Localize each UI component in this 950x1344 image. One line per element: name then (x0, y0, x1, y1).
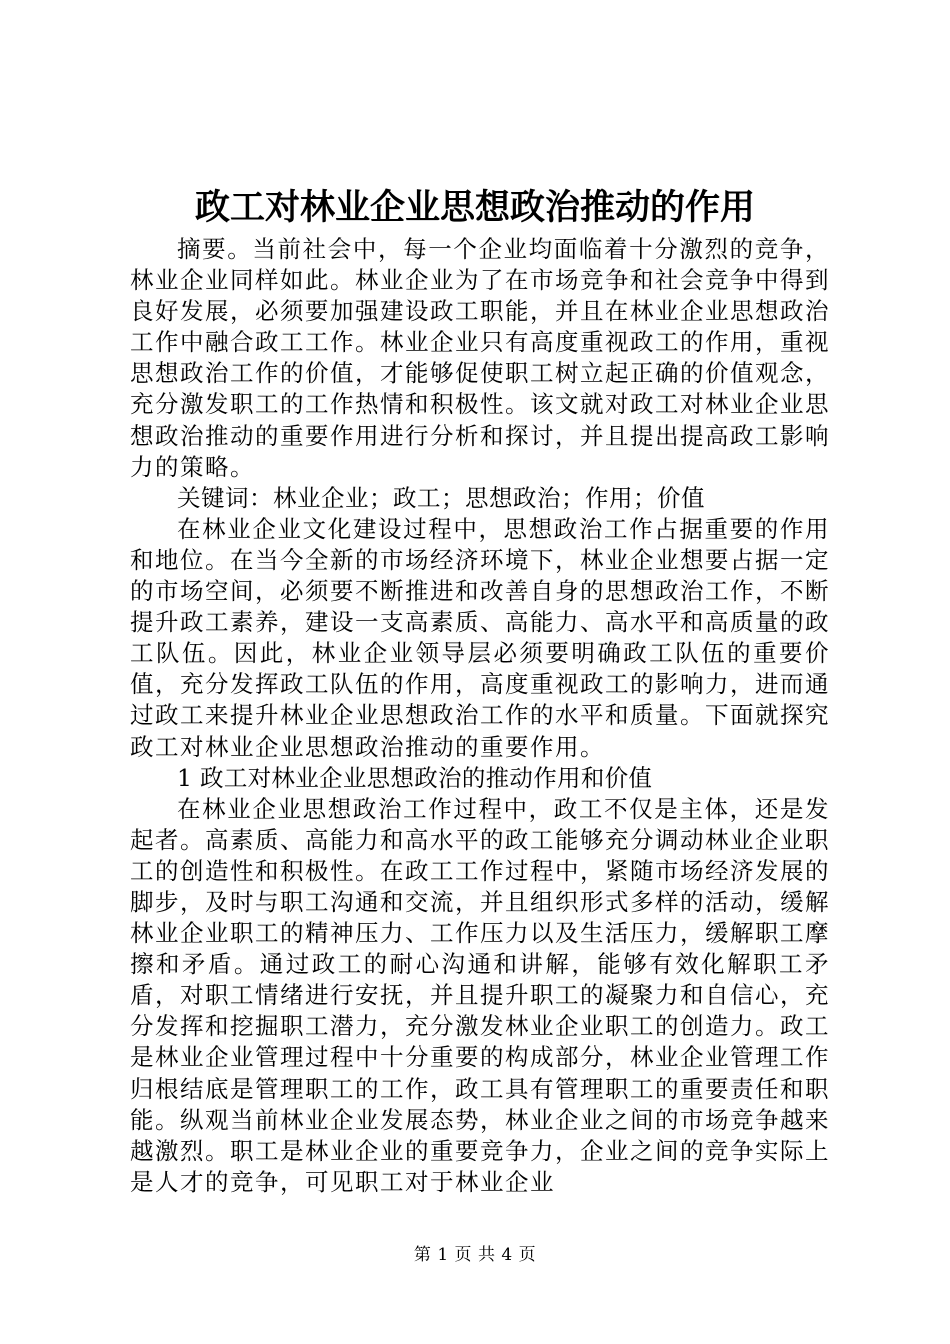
page-footer: 第 1 页 共 4 页 (413, 1245, 537, 1265)
document-body (130, 234, 830, 1198)
document-title: 政工对林业企业思想政治推动的作用 (194, 187, 755, 228)
section-heading: 1 政工对林业企业思想政治的推动作用和价值 (177, 763, 653, 792)
keywords-paragraph: 关键词：林业企业；政工；思想政治；作用；价值 (177, 483, 705, 512)
abstract-paragraph: 摘要。当前社会中，每一个企业均面临着十分激烈的竞争，林业企业同样如此。林业企业为了在市场竞争和社会竞争中得到良好发展，必须要加强建设政工职能，并且在林业企业思想政治工作中融合政工工作。林业企业只有高度重视政工的作用，重视思想政治工作的价值，才能够促使职工树立起正确的价值观念，充分激发职工的工作热情和积极性。该文就对政工对林业企业思想政治推动的重要作用进行分析和探讨，并且提出提高政工影响力的策略。 (130, 235, 830, 481)
intro-paragraph: 在林业企业文化建设过程中，思想政治工作占据重要的作用和地位。在当今全新的市场经济环境下，林业企业想要占据一定的市场空间，必须要不断推进和改善自身的思想政治工作，不断提升政工素养，建设一支高素质、高能力、高水平和高质量的政工队伍。因此，林业企业领导层必须要明确政工队伍的重要价值，充分发挥政工队伍的作用，高度重视政工的影响力，进而通过政工来提升林业企业思想政治工作的水平和质量。下面就探究政工对林业企业思想政治推动的重要作用。 (130, 514, 830, 761)
section-paragraph: 在林业企业思想政治工作过程中，政工不仅是主体，还是发起者。高素质、高能力和高水平的政工能够充分调动林业企业职工的创造性和积极性。在政工工作过程中，紧随市场经济发展的脚步，及时与职工沟通和交流，并且组织形式多样的活动，缓解林业企业职工的精神压力、工作压力以及生活压力，缓解职工摩擦和矛盾。通过政工的耐心沟通和讲解，能够有效化解职工矛盾，对职工情绪进行安抚，并且提升职工的凝聚力和自信心，充分发挥和挖掘职工潜力，充分激发林业企业职工的创造力。政工是林业企业管理过程中十分重要的构成部分，林业企业管理工作归根结底是管理职工的工作，政工具有管理职工的重要责任和职能。纵观当前林业企业发展态势，林业企业之间的市场竞争越来越激烈。职工是林业企业的重要竞争力，企业之间的竞争实际上是人才的竞争，可见职工对于林业企业 (130, 794, 830, 1196)
